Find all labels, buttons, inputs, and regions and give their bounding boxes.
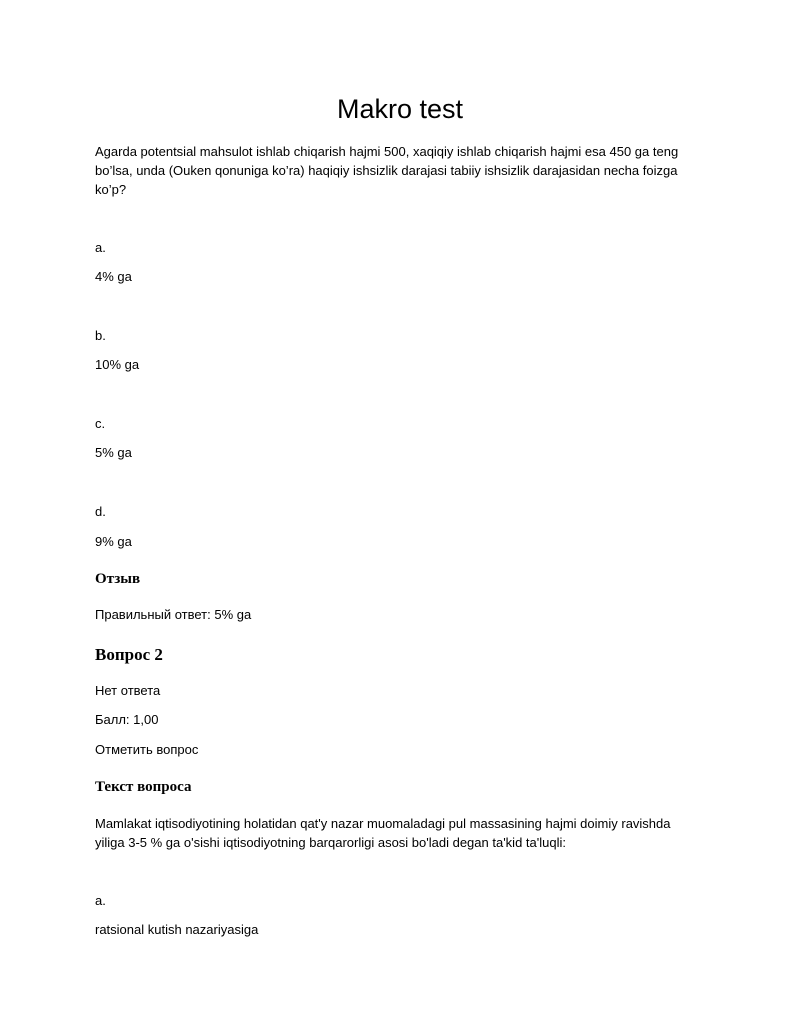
- feedback-heading: Отзыв: [95, 571, 141, 587]
- question-text-heading: Текст вопроса: [95, 779, 192, 795]
- question-1-text: Agarda potentsial mahsulot ishlab chiqarish hajmi 500, xaqiqiy ishlab chiqarish hajmi esa 450 ga teng bo’lsa, unda (Ouken qonuniga ko’ra) haqiqiy ishsizlik darajasi tabiiy ishsizlik darajasidan necha foizga ko’p?: [95, 144, 679, 197]
- question-2-option-a-letter: a.: [95, 893, 106, 908]
- question-2-score: Балл: 1,00: [95, 712, 159, 727]
- question-1-option-c-letter: c.: [95, 416, 106, 431]
- question-2-status: Нет ответа: [95, 683, 161, 698]
- question-1-option-a-letter: a.: [95, 240, 106, 255]
- question-1-option-b-text: 10% ga: [95, 357, 140, 372]
- question-1-option-b-letter: b.: [95, 328, 106, 343]
- question-1-option-c-text: 5% ga: [95, 445, 132, 460]
- question-2-text: Mamlakat iqtisodiyotining holatidan qat'y nazar muomaladagi pul massasining hajmi doimiy ravishda yiliga 3-5 % ga o'sishi iqtisodiyotning barqarorligi asosi bo'ladi degan ta'kid ta'luqli:: [95, 816, 671, 850]
- question-2-heading: Вопрос 2: [95, 645, 163, 664]
- question-1-option-d-text: 9% ga: [95, 534, 132, 549]
- page-title: Makro test: [336, 94, 464, 124]
- question-1-option-d-letter: d.: [95, 504, 106, 519]
- question-1-option-a-text: 4% ga: [95, 269, 132, 284]
- question-2-option-a-text: ratsional kutish nazariyasiga: [95, 922, 259, 937]
- correct-answer: Правильный ответ: 5% ga: [95, 607, 252, 622]
- flag-question-link[interactable]: Отметить вопрос: [95, 742, 199, 757]
